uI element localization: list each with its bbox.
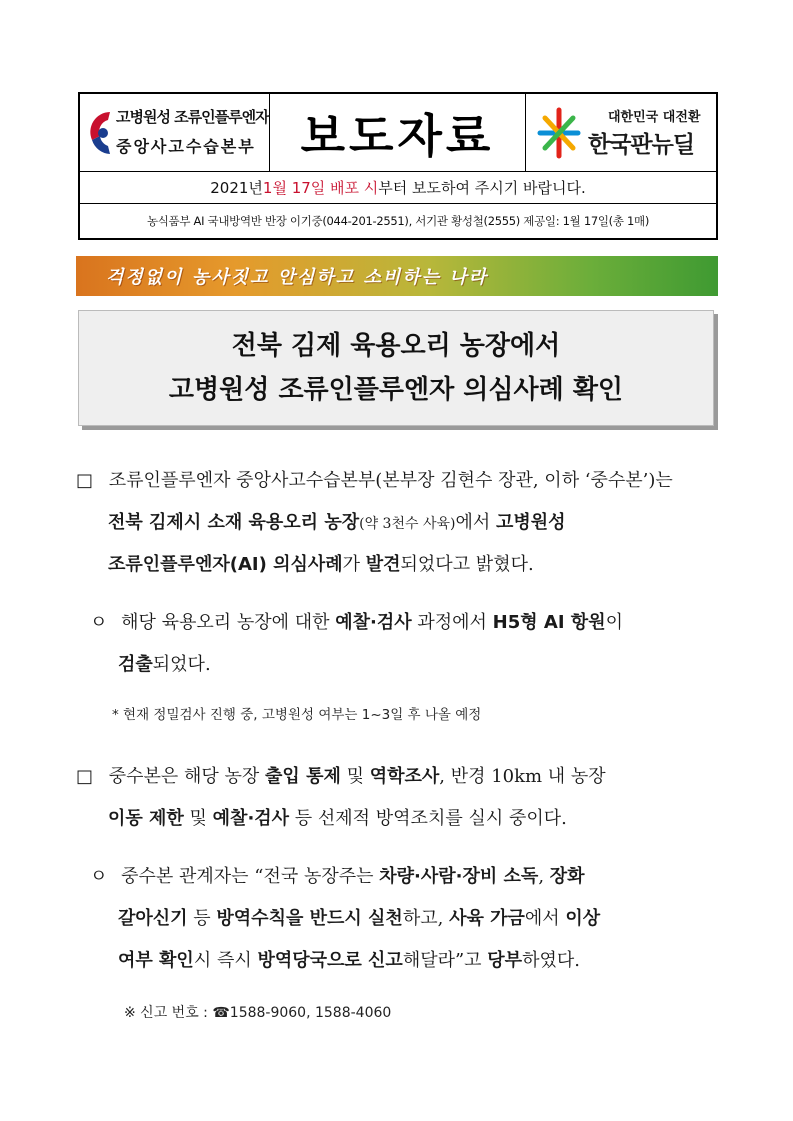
p2-bullet: □ — [76, 766, 94, 787]
p2-sub-line2: 갈아신기 등 방역수칙을 반드시 실천하고, 사육 가금에서 이상 — [118, 908, 601, 929]
contact-row — [80, 204, 716, 238]
doc-title: 보도자료 — [300, 109, 495, 163]
headline-box — [78, 310, 714, 426]
p1-bullet: □ — [76, 470, 94, 491]
release-date: 1월 17일 배포 시 — [262, 179, 379, 197]
slogan-text: 걱정없이 농사짓고 안심하고 소비하는 나라 — [106, 267, 489, 288]
press-header — [78, 92, 718, 240]
p2-sub-line1: ㅇ 중수본 관계자는 “전국 농장주는 차량·사람·장비 소독, 장화 — [90, 866, 585, 887]
brand-name: 한국판뉴딜 — [588, 132, 695, 158]
report-number-note: ※ 신고 번호 : ☎1588-9060, 1588-4060 — [124, 1005, 392, 1021]
release-timing-row — [80, 172, 716, 204]
slogan-banner — [76, 256, 718, 296]
p1-line3: 조류인플루엔자(AI) 의심사례가 발견되었다고 밝혔다. — [108, 554, 534, 575]
government-emblem-icon — [86, 106, 114, 160]
title-cell — [270, 94, 526, 172]
contact-text: 농식품부 AI 국내방역반 반장 이기중(044-201-2551), 서기관 황성철(2555) 제공일: 1월 17일(총 1매) — [146, 214, 650, 228]
p1-line2: 전북 김제시 소재 육용오리 농장(약 3천수 사육)에서 고병원성 — [108, 512, 566, 533]
p2-sub-line3: 여부 확인시 즉시 방역당국으로 신고해달라”고 당부하였다. — [118, 950, 580, 971]
headline-line1: 전북 김제 육용오리 농장에서 — [231, 331, 561, 361]
brand-tagline: 대한민국 대전환 — [608, 110, 701, 125]
release-text-1: 2021년 — [210, 179, 263, 197]
p1-line1: □ 조류인플루엔자 중앙사고수습본부(본부장 김현수 장관, 이하 ‘중수본’)는 — [76, 470, 673, 491]
release-text-2: 부터 보도하여 주시기 바랍니다. — [378, 179, 586, 197]
p1-sub-line2: 검출되었다. — [118, 654, 211, 675]
p2-line2: 이동 제한 및 예찰·검사 등 선제적 방역조치를 실시 중이다. — [108, 808, 567, 829]
p2-line1: □ 중수본은 해당 농장 출입 통제 및 역학조사, 반경 10km 내 농장 — [76, 766, 606, 787]
org-logo-cell — [80, 94, 270, 172]
brand-cell — [526, 94, 716, 172]
p2-sub-bullet: ㅇ — [90, 866, 108, 887]
org-name-line2: 중앙사고수습본부 — [116, 137, 256, 156]
header-top-row — [80, 94, 716, 172]
p1-sub-line1: ㅇ 해당 육용오리 농장에 대한 예찰·검사 과정에서 H5형 AI 항원이 — [90, 612, 623, 633]
headline-line2: 고병원성 조류인플루엔자 의심사례 확인 — [168, 375, 624, 405]
p1-sub-bullet: ㅇ — [90, 612, 108, 633]
org-name-line1: 고병원성 조류인플루엔자 — [116, 108, 269, 126]
p1-footnote: * 현재 정밀검사 진행 중, 고병원성 여부는 1~3일 후 나올 예정 — [112, 707, 482, 723]
new-deal-star-icon — [536, 106, 582, 160]
